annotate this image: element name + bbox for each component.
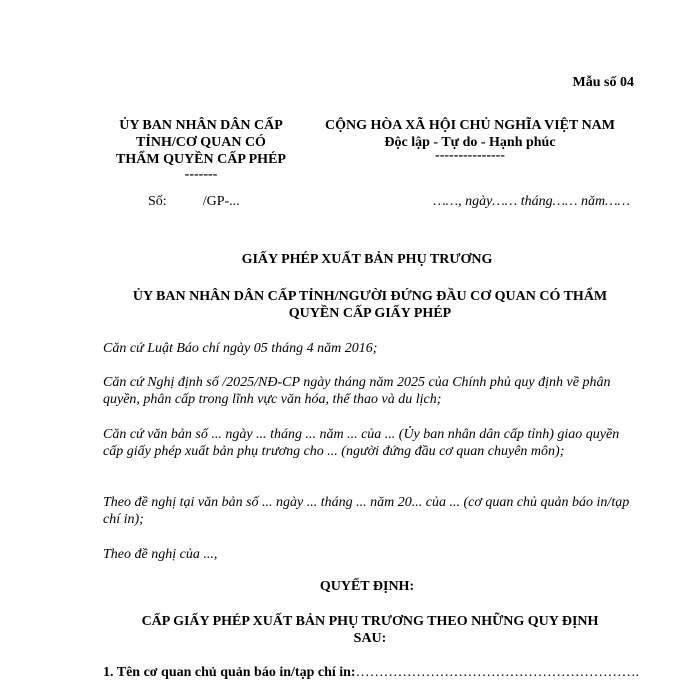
authority-heading-line1: ỦY BAN NHÂN DÂN CẤP TỈNH/NGƯỜI ĐỨNG ĐẦU CƠ QUAN CÓ THẨM (132, 289, 608, 304)
national-title: CỘNG HÒA XÃ HỘI CHỦ NGHĨA VIỆT NAM (324, 118, 615, 133)
document-number-label: Số: (148, 194, 167, 209)
issuing-authority-divider: ------- (184, 167, 218, 182)
proposal-paragraph: Theo đề nghị của ..., (103, 547, 218, 562)
grant-heading (95, 613, 645, 647)
item-1-label: 1. Tên cơ quan chủ quản báo in/tạp chí in: (103, 665, 356, 680)
legal-basis-paragraph: Căn cứ Luật Báo chí ngày 05 tháng 4 năm 2016; (103, 341, 378, 356)
form-number: Mẫu số 04 (572, 75, 634, 90)
document-number-line (148, 194, 240, 210)
issuing-authority-line2: TỈNH/CƠ QUAN CÓ (136, 135, 266, 150)
item-1-fill-dots: ……………………………………………………. (355, 665, 640, 680)
date-line: ……, ngày…… tháng…… năm…… (433, 194, 630, 209)
issuing-authority-line1: ỦY BAN NHÂN DÂN CẤP (119, 118, 283, 133)
document-number-suffix: /GP-... (202, 194, 240, 209)
grant-heading-line1: CẤP GIẤY PHÉP XUẤT BẢN PHỤ TRƯƠNG THEO NHỮNG QUY ĐỊNH (141, 614, 599, 629)
national-divider: --------------- (435, 148, 505, 163)
proposal-paragraph: Theo đề nghị tại văn bản số ... ngày ... tháng ... năm 20... của ... (cơ quan chủ quản báo in/tạp chí in); (103, 495, 630, 527)
authority-heading (90, 288, 650, 322)
grant-heading-line2: SAU: (353, 631, 387, 646)
issuing-authority-header (96, 117, 306, 168)
document-title: GIẤY PHÉP XUẤT BẢN PHỤ TRƯƠNG (241, 252, 493, 267)
authority-heading-line2: QUYỀN CẤP GIẤY PHÉP (288, 306, 452, 321)
item-1-line (103, 665, 643, 681)
national-header (300, 117, 640, 151)
issuing-authority-line3: THẨM QUYỀN CẤP PHÉP (116, 152, 286, 167)
decision-heading: QUYẾT ĐỊNH: (319, 579, 415, 594)
national-motto: Độc lập - Tự do - Hạnh phúc (384, 135, 556, 150)
legal-basis-paragraph: Căn cứ Nghị định số /2025/NĐ-CP ngày tháng năm 2025 của Chính phủ quy định về phân quyền, phân cấp trong lĩnh vực văn hóa, thể thao và du lịch; (103, 375, 611, 407)
legal-basis-paragraph: Căn cứ văn bản số ... ngày ... tháng ... năm ... của ... (Ủy ban nhân dân cấp tỉnh) giao quyền cấp giấy phép xuất bản phụ trương cho ... (người đứng đầu cơ quan chuyên môn); (103, 427, 620, 459)
